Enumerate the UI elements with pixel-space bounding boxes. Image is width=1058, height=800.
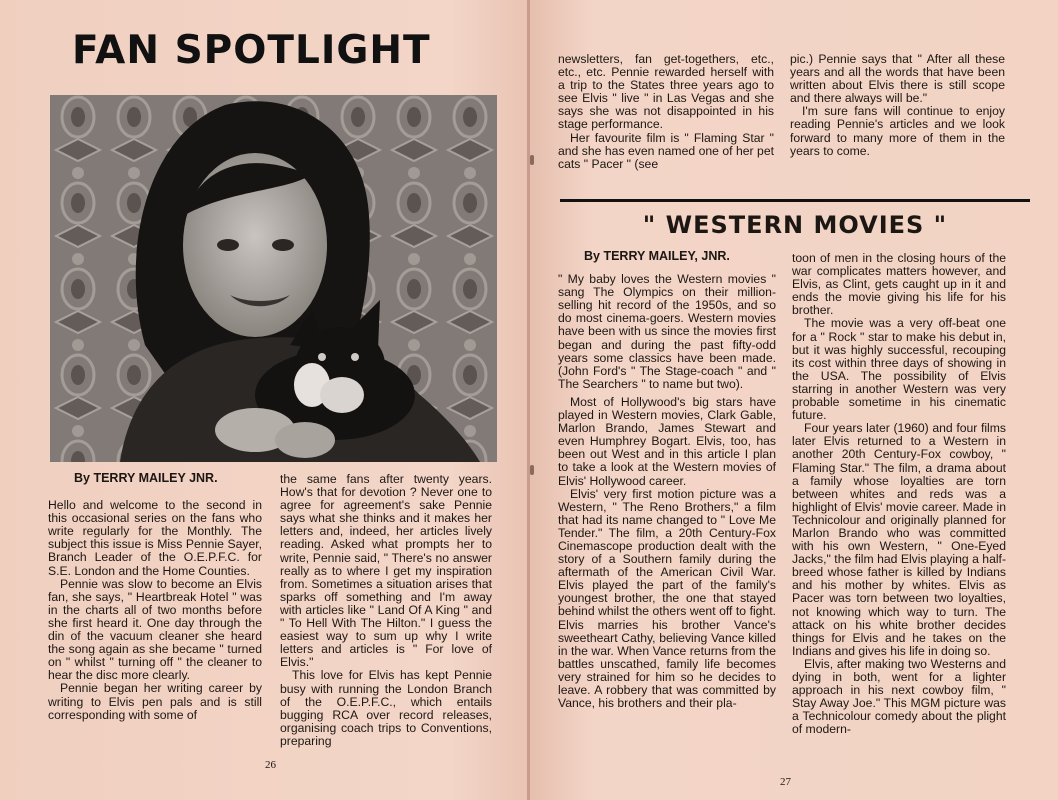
paragraph: Pennie was slow to become an Elvis fan, she says, " Heartbreak Hotel " was in the charts all of two months before she first heard it. One day through the din of the vacuum cleaner she heard the song again as she became " turned on " whilst " turning off " the cleaner to hear the disc more clearly. <box>48 576 262 683</box>
paragraph: The movie was a very off-beat one for a " Rock " star to make his debut in, but it was highly successful, recouping its cost within three days of showing in the USA. The possibility of Elvis starring in another Western was very probable sometime in his cinematic future. <box>792 316 1006 423</box>
byline: By TERRY MAILEY, JNR. <box>584 249 730 263</box>
paragraph: pic.) Pennie says that " After all these years and all the words that have been written about Elvis there is still scope and there always will be." <box>790 52 1005 106</box>
staple <box>530 155 534 165</box>
right-page <box>530 0 1058 800</box>
western-movies-headline: " WESTERN MOVIES " <box>642 211 948 239</box>
article-column-2 <box>792 252 1006 736</box>
page-number: 26 <box>265 759 276 771</box>
paragraph: toon of men in the closing hours of the war complicates matters however, and Elvis, as Clint, gets caught up in it and ends the movie giving his life for his brother. <box>792 251 1006 318</box>
paragraph: Elvis, after making two Westerns and dying in both, went for a lighter approach in his next cowboy film, " Stay Away Joe." This MGM picture was a Technicolour comedy about the plight of modern- <box>792 656 1006 737</box>
fan-spotlight-headline: FAN SPOTLIGHT <box>72 28 431 73</box>
paragraph: Elvis' very first motion picture was a Western, " The Reno Brothers," a film that had its name changed to " Love Me Tender." The film, a 20th Century-Fox Cinemascope production dealt with the story of a Southern family during the aftermath of the American Civil War. Elvis played the part of the family's youngest brother, the one that stayed behind whilst the others went off to fight. Elvis marries his brother Vance's sweetheart Cathy, believing Vance killed in the war. When Vance returns from the battles unscathed, family life becomes very strained for him so he decides to leave. A robbery that was committed by Vance, his brothers and their pla- <box>558 486 776 711</box>
photo-image <box>50 95 497 462</box>
paragraph: Four years later (1960) and four films later Elvis returned to a Western in another 20th Century-Fox cowboy, " Flaming Star." The film, a drama about a family whose loyalties are torn between whites and reds was a highlight of Elvis' movie career. Made in Technicolour and originally planned for Marlon Brando who was committed with his own Western, " One-Eyed Jacks," the film had Elvis playing a half-breed whose father is killed by Indians and his mother by whites. Elvis as Pacer was torn between two loyalties, not knowing which way to turn. The attack on his white brother decides things for Elvis and he takes on the Indians and gives his life in doing so. <box>792 421 1006 658</box>
paragraph: I'm sure fans will continue to enjoy reading Pennie's articles and we look forward to many more of them in the years to come. <box>790 104 1005 158</box>
page-number: 27 <box>780 776 791 788</box>
paragraph: newsletters, fan get-togethers, etc., etc., etc. Pennie rewarded herself with a trip to the States three years ago to see Elvis " live " in Las Vegas and she says she was not disappointed in his stage performance. <box>558 52 774 132</box>
paragraph: Pennie began her writing career by writing to Elvis pen pals and is still corresponding with some of <box>48 681 262 722</box>
paragraph: the same fans after twenty years. How's that for devotion ? Never one to agree for agreement's sake Pennie says what she thinks and it makes her letters and, indeed, her articles lively reading. Asked what prompts her to write, Pennie said, " There's no answer really as to where I get my inspiration from. Sometimes a situation arises that sparks off something and I'm away with articles like " Land Of A King " and " To Hell With The Hilton." I guess the easiest way to sum up why I write letters and articles is " For love of Elvis." <box>280 472 492 670</box>
paragraph: Her favourite film is " Flaming Star " and she has even named one of her pet cats " Pacer " (see <box>558 130 774 171</box>
paragraph: " My baby loves the Western movies " sang The Olympics on their million-selling hit record of the 1950s, and so do most cinema-goers. Western movies have been with us since the movies first began and during the past fifty-odd years some classics have been made. (John Ford's " The Stage-coach " and " The Searchers " to name but two). <box>558 272 776 391</box>
continued-column-1 <box>558 53 774 171</box>
article-column-1 <box>48 472 262 722</box>
paragraph: This love for Elvis has kept Pennie busy with running the London Branch of the O.E.P.F.C., which entails bugging RCA over record releases, organising coach trips to Conventions, preparing <box>280 668 492 748</box>
photo-pennie-with-cat <box>50 95 497 462</box>
continued-column-2 <box>790 53 1005 158</box>
section-divider <box>560 199 1030 202</box>
byline: By TERRY MAILEY JNR. <box>74 471 218 485</box>
paragraph: Hello and welcome to the second in this occasional series on the fans who write regularly for the Monthly. The subject this issue is Miss Pennie Sayer, Branch Leader of the O.E.P.F.C. for S.E. London and the Home Counties. <box>48 498 262 578</box>
article-column-2 <box>280 473 492 748</box>
staple <box>530 465 534 475</box>
paragraph: Most of Hollywood's big stars have played in Western movies, Clark Gable, Marlon Brando, James Stewart and even Humphrey Bogart. Elvis, too, has been out West and in this article I plan to take a look at the Western movies of Elvis' Hollywood career. <box>558 394 776 488</box>
article-column-1 <box>558 250 776 710</box>
